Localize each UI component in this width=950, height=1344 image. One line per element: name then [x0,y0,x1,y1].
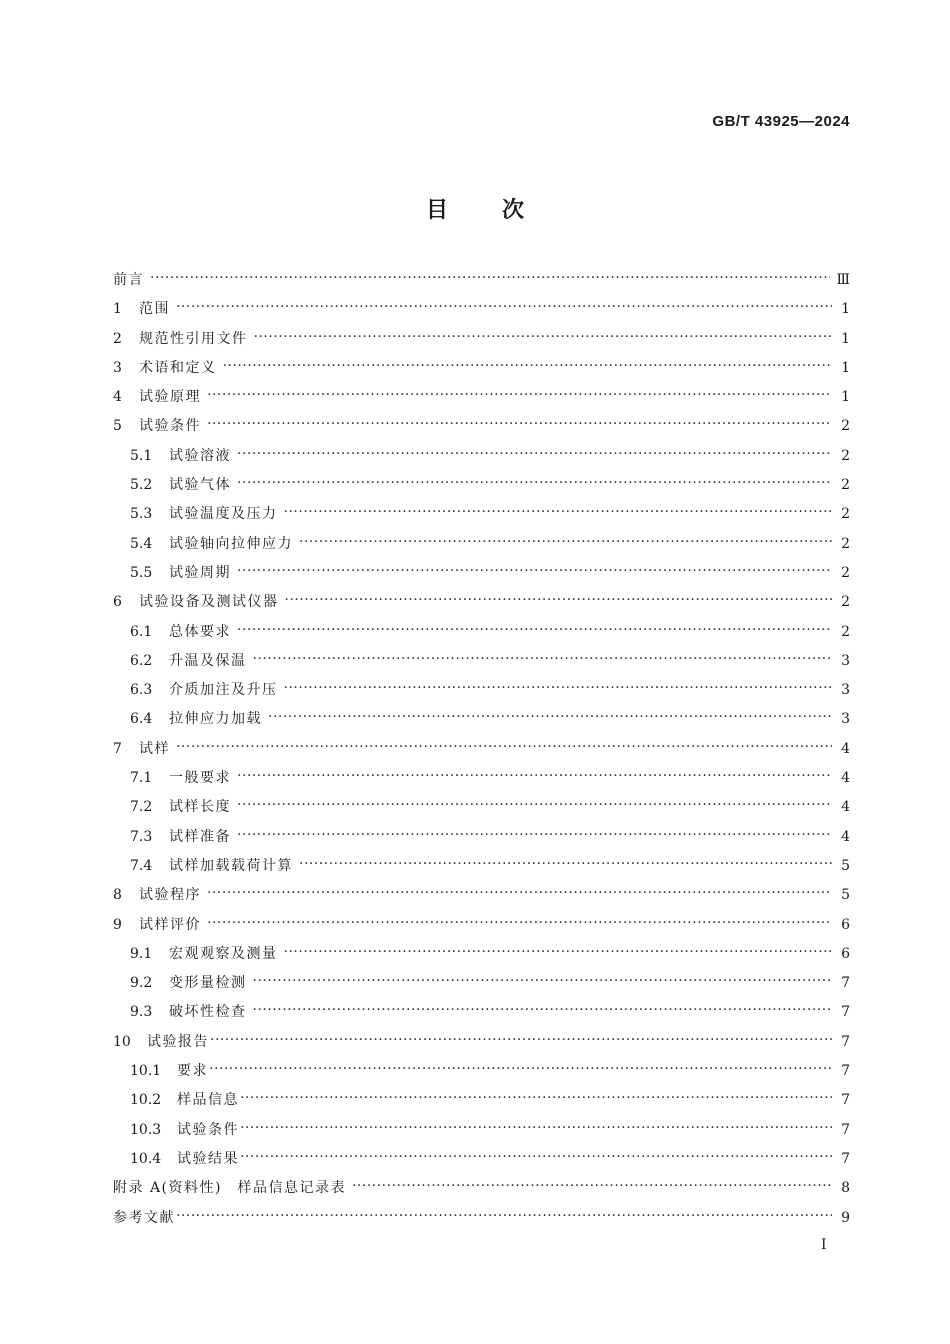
toc-entry-label: 一般要求 [169,770,231,787]
toc-entry-page: 1 [841,389,850,406]
toc-entry-page: 6 [841,945,850,962]
toc-entry[interactable] [113,415,850,444]
dot-leader [284,944,833,958]
toc-entry[interactable] [113,650,850,679]
toc-entry-page: Ⅲ [836,272,850,288]
dot-leader [254,329,833,343]
dot-leader [253,973,833,987]
toc-entry-page: 2 [841,418,850,435]
toc-entry-page: 4 [841,740,850,757]
dot-leader [240,1090,832,1104]
dot-leader [176,299,832,313]
toc-entry-label: 试验程序 [139,887,201,904]
toc-entry-label: 试验轴向拉伸应力 [169,535,293,552]
toc-entry-page: 2 [841,535,850,552]
toc-entry-page: 7 [841,1063,850,1080]
toc-entry-page: 6 [841,916,850,933]
toc-entry[interactable] [113,738,850,767]
toc-entry[interactable] [113,621,850,650]
toc-entry-number: 9 [113,916,122,933]
toc-entry-label: 试样评价 [139,916,201,933]
toc-entry-page: 9 [841,1209,850,1226]
toc-entry[interactable] [113,796,850,825]
toc-entry-number: 8 [113,887,122,904]
dot-leader [207,915,832,929]
toc-entry-page: 7 [841,1150,850,1167]
toc-entry[interactable] [113,591,850,620]
toc-entry[interactable] [113,943,850,972]
toc-entry-number: 5.2 [130,477,153,494]
toc-entry-number: 10.2 [130,1092,162,1109]
toc-entry-label: 前言 [113,272,144,288]
toc-entry-label: 试验气体 [169,477,231,494]
dot-leader [176,739,832,753]
toc-entry-label: 试样 [139,740,170,757]
toc-entry[interactable] [113,1001,850,1030]
toc-entry[interactable] [113,562,850,591]
toc-entry-label: 试样准备 [169,828,231,845]
toc-entry-label: 试验温度及压力 [169,506,278,523]
toc-entry-label: 试验原理 [139,389,201,406]
toc-title: 目次 [425,198,578,223]
dot-leader [150,270,830,284]
toc-entry-number: 6 [113,594,122,611]
toc-entry-page: 3 [841,711,850,728]
toc-entry-number: 7.2 [130,799,153,816]
toc-entry-page: 2 [841,477,850,494]
dot-leader [284,680,833,694]
toc-entry-page: 4 [841,828,850,845]
toc-entry[interactable] [113,533,850,562]
toc-entry[interactable] [113,826,850,855]
toc-entry[interactable] [113,1031,850,1060]
dot-leader [240,1149,832,1163]
toc-entry[interactable] [113,855,850,884]
toc-entry-number: 5 [113,418,122,435]
toc-entry-label: 试验条件 [139,418,201,435]
standard-number: GB/T 43925—2024 [712,113,850,130]
toc-entry-label: 试验溶液 [169,447,231,464]
toc-entry-page: 7 [841,1092,850,1109]
toc-entry-label: 试验设备及测试仪器 [139,594,279,611]
toc-entry[interactable] [113,386,850,415]
dot-leader [268,709,832,723]
toc-entry-label: 升温及保温 [169,652,247,669]
dot-leader [223,358,833,372]
page-number: I [821,1237,827,1253]
toc-entry-page: 2 [841,447,850,464]
toc-entry[interactable] [113,269,850,298]
dot-leader [284,504,833,518]
toc-entry-number: 5.1 [130,447,153,464]
toc-entry[interactable] [113,328,850,357]
dot-leader [253,1002,833,1016]
toc-entry-label: 总体要求 [169,623,231,640]
toc-entry-number: 9.3 [130,1004,153,1021]
toc-entry-page: 2 [841,594,850,611]
dot-leader [237,768,832,782]
toc-entry-label: 附录 A(资料性) 样品信息记录表 [113,1180,346,1197]
toc-entry-number: 10.3 [130,1121,162,1138]
dot-leader [210,1032,832,1046]
toc-entry[interactable] [113,884,850,913]
toc-entry[interactable] [113,445,850,474]
toc-entry-number: 6.1 [130,623,153,640]
dot-leader [207,885,832,899]
dot-leader [207,387,832,401]
toc-entry-number: 5.4 [130,535,153,552]
dot-leader [237,797,832,811]
toc-entry[interactable] [113,357,850,386]
toc-entry-page: 2 [841,564,850,581]
toc-entry[interactable] [113,1089,850,1118]
toc-entry-label: 拉伸应力加载 [169,711,262,728]
toc-entry[interactable] [113,1060,850,1089]
dot-leader [253,651,833,665]
toc-entry-page: 2 [841,623,850,640]
dot-leader [240,1120,832,1134]
toc-entry-page: 1 [841,359,850,376]
toc-entry[interactable] [113,914,850,943]
toc-entry-page: 3 [841,682,850,699]
toc-entry-label: 要求 [177,1063,208,1080]
toc-entry[interactable] [113,503,850,532]
toc-entry[interactable] [113,1207,850,1236]
toc-entry-number: 7 [113,740,122,757]
toc-entry[interactable] [113,1177,850,1206]
toc-entry-label: 规范性引用文件 [139,330,248,347]
toc-entry-label: 试验周期 [169,564,231,581]
toc-entry-number: 10.4 [130,1150,162,1167]
toc-entry-number: 10.1 [130,1063,162,1080]
toc-entry-page: 1 [841,301,850,318]
toc-entry-number: 7.3 [130,828,153,845]
toc-entry-number: 10 [113,1033,131,1050]
toc-entry-number: 9.1 [130,945,153,962]
toc-entry-label: 范围 [139,301,170,318]
toc-entry-label: 破坏性检查 [169,1004,247,1021]
toc-entry-page: 8 [841,1180,850,1197]
toc-entry-number: 2 [113,330,122,347]
toc-entry[interactable] [113,708,850,737]
toc-entry-label: 试验结果 [177,1150,239,1167]
toc-entry-page: 5 [841,887,850,904]
toc-entry-number: 6.2 [130,652,153,669]
toc-entry-number: 4 [113,389,122,406]
dot-leader [209,1061,832,1075]
toc-entry[interactable] [113,298,850,327]
dot-leader [237,475,832,489]
toc-entry-number: 6.4 [130,711,153,728]
toc-entry-label: 变形量检测 [169,975,247,992]
toc-entry[interactable] [113,1148,850,1177]
dot-leader [237,827,832,841]
toc-entry-number: 7.4 [130,857,153,874]
toc-entry-label: 样品信息 [177,1092,239,1109]
toc-entry-page: 7 [841,1033,850,1050]
dot-leader [285,592,833,606]
table-of-contents [113,269,850,1236]
dot-leader [299,534,832,548]
toc-entry-label: 试验报告 [147,1033,209,1050]
toc-entry-number: 9.2 [130,975,153,992]
dot-leader [299,856,832,870]
toc-entry-number: 1 [113,301,122,318]
toc-entry-label: 术语和定义 [139,359,217,376]
toc-entry-number: 3 [113,359,122,376]
toc-entry-number: 6.3 [130,682,153,699]
toc-entry-page: 7 [841,975,850,992]
toc-entry-label: 介质加注及升压 [169,682,278,699]
toc-entry-page: 5 [841,857,850,874]
toc-entry-label: 试样长度 [169,799,231,816]
toc-entry-page: 4 [841,770,850,787]
toc-entry-number: 7.1 [130,770,153,787]
toc-entry-number: 5.3 [130,506,153,523]
toc-entry[interactable] [113,679,850,708]
dot-leader [352,1178,832,1192]
toc-entry-label: 试样加载载荷计算 [169,857,293,874]
toc-entry-label: 宏观观察及测量 [169,945,278,962]
toc-entry[interactable] [113,474,850,503]
dot-leader [207,416,832,430]
toc-entry[interactable] [113,1119,850,1148]
toc-entry[interactable] [113,972,850,1001]
toc-entry-page: 4 [841,799,850,816]
toc-entry-page: 1 [841,330,850,347]
toc-entry-page: 2 [841,506,850,523]
toc-entry[interactable] [113,767,850,796]
dot-leader [237,563,832,577]
toc-entry-label: 参考文献 [113,1209,175,1226]
dot-leader [237,446,832,460]
dot-leader [176,1208,832,1222]
toc-entry-label: 试验条件 [177,1121,239,1138]
toc-entry-number: 5.5 [130,564,153,581]
toc-entry-page: 3 [841,652,850,669]
toc-entry-page: 7 [841,1004,850,1021]
dot-leader [237,622,832,636]
toc-entry-page: 7 [841,1121,850,1138]
